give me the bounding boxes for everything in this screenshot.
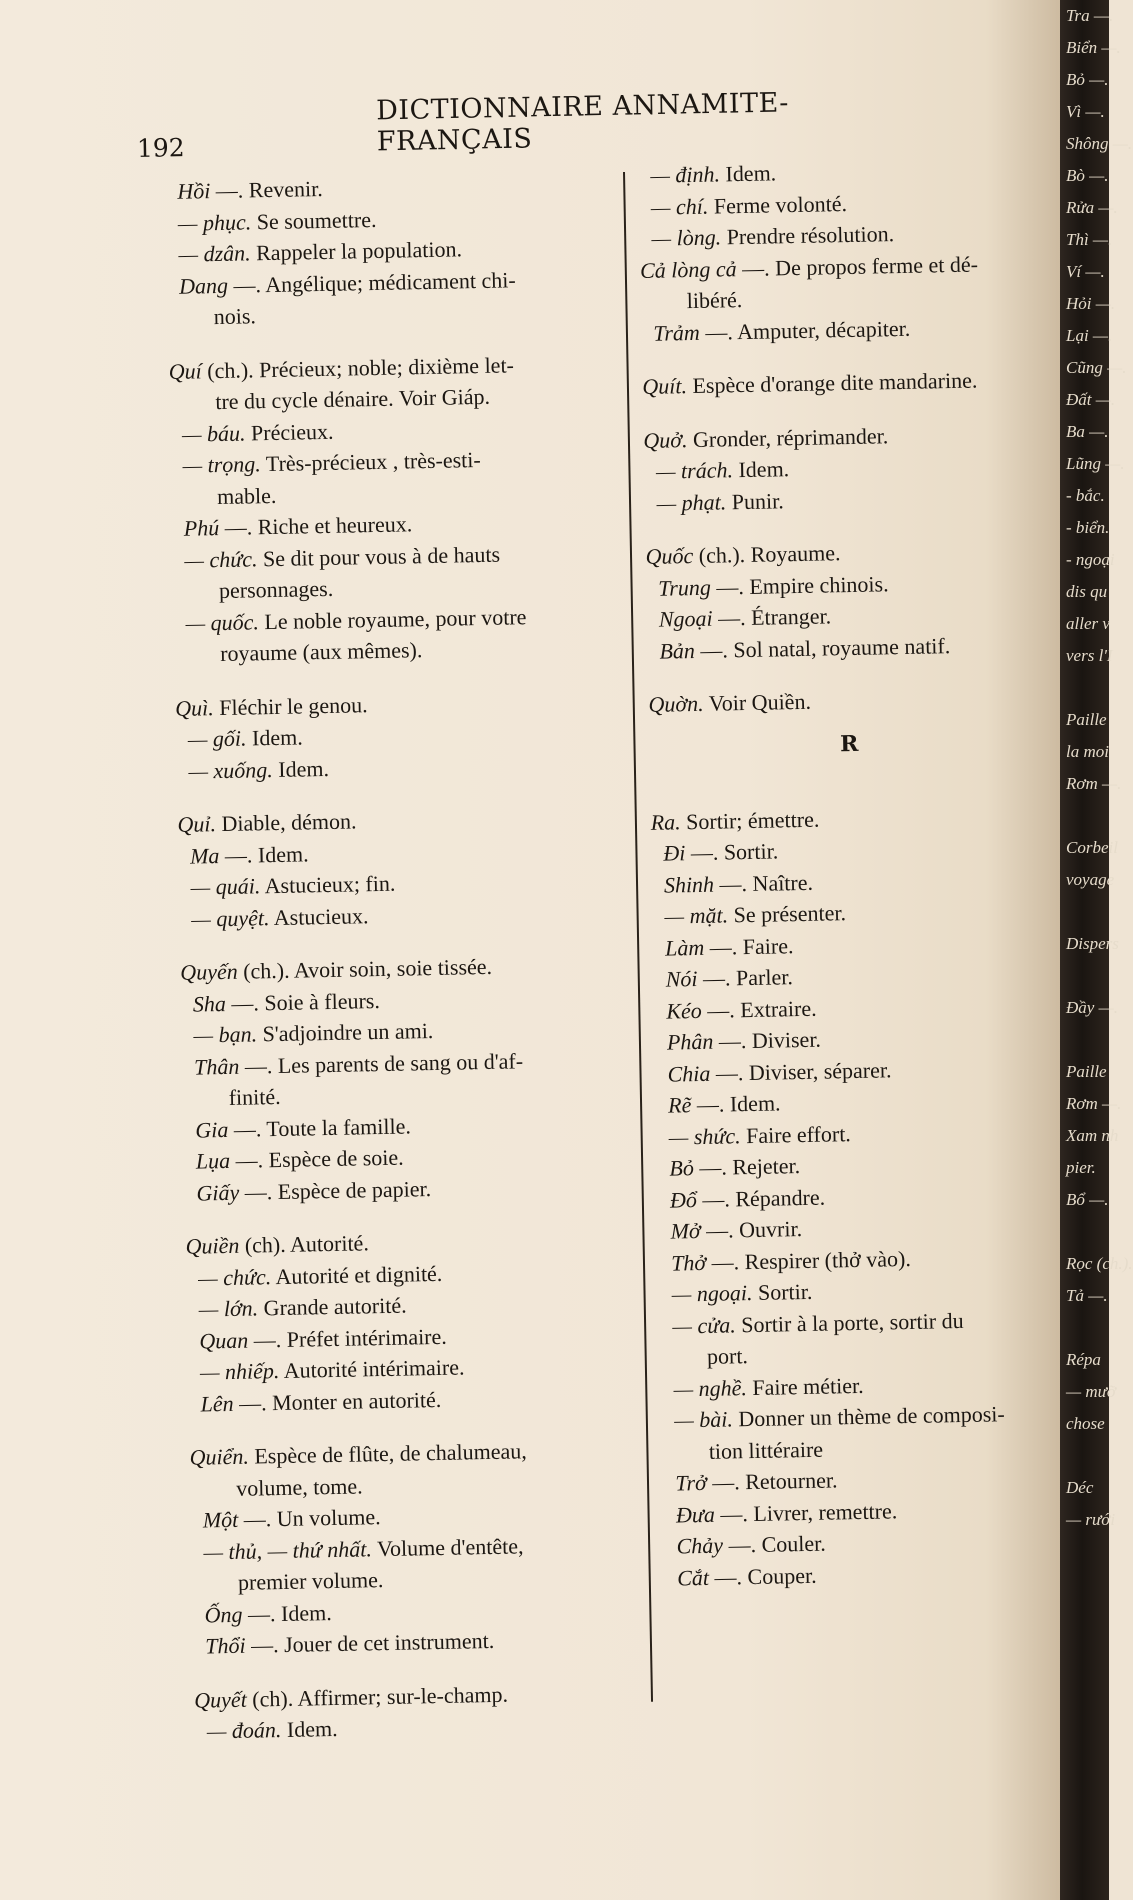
edge-fragment: Đất —. bbox=[1066, 390, 1116, 409]
french-definition: Idem. bbox=[272, 755, 330, 782]
french-definition: Idem. bbox=[732, 456, 790, 483]
vietnamese-term: — gối. bbox=[187, 725, 247, 752]
edge-fragment: dis qu bbox=[1066, 582, 1108, 601]
edge-fragment: aller v bbox=[1066, 614, 1110, 633]
edge-fragment: Lũng —. bbox=[1066, 454, 1125, 473]
french-definition: —. Les parents de sang ou d'af- bbox=[239, 1047, 524, 1079]
vietnamese-term: Thân bbox=[193, 1053, 240, 1080]
vietnamese-term: Ma bbox=[189, 842, 220, 869]
french-definition: premier volume. bbox=[237, 1567, 384, 1595]
vietnamese-term: — mặt. bbox=[664, 902, 729, 929]
french-definition: Le noble royaume, pour votre bbox=[258, 603, 527, 634]
vietnamese-term: Dang bbox=[178, 272, 229, 299]
edge-fragment: Tả —. bbox=[1066, 1286, 1108, 1305]
vietnamese-term: Quiển. bbox=[189, 1443, 250, 1470]
french-definition: mable. bbox=[216, 482, 277, 509]
french-definition: Faire métier. bbox=[746, 1372, 864, 1400]
vietnamese-term: — dzân. bbox=[178, 240, 251, 267]
vietnamese-term: Quở. bbox=[643, 426, 688, 453]
french-definition: Ferme volonté. bbox=[708, 190, 848, 219]
french-definition: —. Soie à fleurs. bbox=[225, 987, 381, 1016]
french-definition: —. Monter en autorité. bbox=[233, 1386, 442, 1416]
french-definition: —. Retourner. bbox=[706, 1467, 838, 1495]
french-definition: Espèce de flûte, de chalumeau, bbox=[248, 1438, 527, 1469]
vietnamese-term: Quít. bbox=[642, 373, 688, 399]
edge-fragment: - bắc. bbox=[1066, 486, 1105, 505]
edge-fragment: Paille bbox=[1066, 1062, 1107, 1081]
french-definition: —. Ouvrir. bbox=[700, 1216, 803, 1243]
french-definition: —. Un volume. bbox=[238, 1504, 381, 1532]
vietnamese-term: Làm bbox=[664, 934, 705, 961]
french-definition: (ch.). Royaume. bbox=[693, 540, 841, 569]
vietnamese-term: Quờn. bbox=[648, 690, 704, 717]
vietnamese-term: Trảm bbox=[653, 319, 701, 346]
next-page-edge bbox=[1060, 0, 1133, 1900]
french-definition: —. Idem. bbox=[219, 840, 309, 868]
french-definition: Astucieux; fin. bbox=[260, 870, 396, 899]
french-definition: —. Revenir. bbox=[210, 175, 323, 204]
vietnamese-term: Phân bbox=[666, 1028, 714, 1055]
vietnamese-term: — định. bbox=[650, 161, 721, 188]
edge-fragment bbox=[1060, 672, 1109, 704]
vietnamese-term: — chức. bbox=[197, 1263, 272, 1291]
edge-fragment: Déc bbox=[1066, 1478, 1094, 1497]
french-definition: —. Diviser. bbox=[713, 1026, 822, 1054]
french-definition: —. Angélique; médicament chi- bbox=[227, 266, 516, 298]
french-definition: Idem. bbox=[246, 724, 303, 751]
vietnamese-term: — đoán. bbox=[206, 1717, 282, 1744]
vietnamese-term: — lòng. bbox=[651, 224, 722, 251]
french-definition: Fléchir le genou. bbox=[213, 691, 368, 720]
french-definition: —. Toute la famille. bbox=[228, 1112, 412, 1142]
french-definition: libéré. bbox=[686, 287, 743, 314]
french-definition: —. Couper. bbox=[708, 1562, 817, 1590]
edge-fragment bbox=[1060, 1312, 1109, 1344]
french-definition: —. Idem. bbox=[242, 1599, 332, 1627]
vietnamese-term: Bỏ bbox=[669, 1155, 695, 1181]
vietnamese-term: — phạt. bbox=[656, 488, 727, 516]
edge-fragment: Corbeil bbox=[1066, 838, 1118, 857]
french-definition: Se présenter. bbox=[727, 900, 847, 928]
vietnamese-term: — quốc. bbox=[185, 608, 260, 636]
french-definition: Autorité et dignité. bbox=[270, 1260, 443, 1289]
page-number: 192 bbox=[136, 133, 185, 163]
french-definition: —. Idem. bbox=[691, 1090, 781, 1118]
french-definition: Astucieux. bbox=[269, 902, 369, 930]
french-definition: Se dit pour vous à de hauts bbox=[257, 541, 501, 571]
french-definition: —. Préfet intérimaire. bbox=[248, 1323, 447, 1353]
french-definition: Sortir à la porte, sortir du bbox=[735, 1307, 964, 1337]
vietnamese-term: Đưa bbox=[675, 1501, 716, 1528]
french-definition: Volume d'entête, bbox=[371, 1532, 524, 1561]
french-definition: Idem. bbox=[281, 1715, 338, 1743]
edge-fragment: - biển. bbox=[1066, 518, 1110, 537]
vietnamese-term: Quí bbox=[168, 357, 202, 384]
vietnamese-term: Quì. bbox=[174, 694, 214, 721]
edge-fragment: Ba —. bbox=[1066, 422, 1109, 441]
left-column bbox=[165, 168, 635, 1748]
edge-fragment: Répa bbox=[1066, 1350, 1101, 1369]
edge-fragment: Đầy —. bbox=[1066, 998, 1118, 1017]
vietnamese-term: — xuống. bbox=[188, 756, 273, 784]
vietnamese-term: Bản bbox=[659, 637, 696, 664]
edge-fragment: Biển —. bbox=[1066, 38, 1121, 57]
edge-fragment: — mưỡ bbox=[1066, 1382, 1116, 1401]
french-definition: —. Rejeter. bbox=[693, 1153, 801, 1181]
edge-fragment: Dispers bbox=[1066, 934, 1119, 953]
vietnamese-term: Chảy bbox=[676, 1532, 724, 1559]
french-definition: Punir. bbox=[726, 487, 784, 514]
french-definition: Sortir; émettre. bbox=[680, 806, 820, 834]
vietnamese-term: — bài. bbox=[673, 1406, 734, 1433]
french-definition: Gronder, réprimander. bbox=[687, 422, 889, 452]
edge-fragment bbox=[1060, 896, 1109, 928]
french-definition: —. Empire chinois. bbox=[710, 570, 889, 600]
vietnamese-term: Thở bbox=[670, 1249, 707, 1276]
vietnamese-term: — bạn. bbox=[193, 1021, 258, 1048]
edge-fragment bbox=[1060, 1024, 1109, 1056]
vietnamese-term: — ngoại. bbox=[671, 1280, 753, 1307]
vietnamese-term: Nói bbox=[665, 966, 698, 992]
edge-fragment: Bỏ —. bbox=[1066, 70, 1109, 89]
french-definition: —. Étranger. bbox=[712, 603, 832, 631]
french-definition: tion littéraire bbox=[708, 1436, 824, 1464]
vietnamese-term: Rẽ bbox=[667, 1092, 692, 1118]
french-definition: royaume (aux mêmes). bbox=[219, 637, 423, 667]
vietnamese-term: Thổi bbox=[204, 1632, 246, 1659]
french-definition: Donner un thème de composi- bbox=[732, 1401, 1005, 1432]
french-definition: Grande autorité. bbox=[257, 1292, 407, 1321]
vietnamese-term: — nhiếp. bbox=[199, 1358, 280, 1385]
vietnamese-term: — phục. bbox=[177, 208, 252, 236]
edge-fragment bbox=[1060, 800, 1109, 832]
vietnamese-term: Quan bbox=[199, 1327, 249, 1354]
page-header bbox=[136, 87, 837, 163]
vietnamese-term: Chia bbox=[667, 1060, 711, 1087]
vietnamese-term: — trọng. bbox=[182, 451, 262, 478]
french-definition: Se soumettre. bbox=[250, 206, 377, 234]
edge-fragment: Rửa —. bbox=[1066, 198, 1118, 217]
vietnamese-term: — nghề. bbox=[673, 1374, 748, 1402]
french-definition: —. De propos ferme et dé- bbox=[736, 250, 979, 281]
edge-fragment: Rọc (ch.). bbox=[1066, 1254, 1133, 1273]
section-letter: R bbox=[839, 730, 859, 757]
vietnamese-term: Quyết bbox=[194, 1686, 248, 1713]
edge-fragment: Rơm —. bbox=[1066, 774, 1122, 793]
edge-fragment: Vì —. bbox=[1066, 102, 1105, 121]
edge-fragment bbox=[1060, 1216, 1109, 1248]
french-definition: —. Diviser, séparer. bbox=[710, 1056, 892, 1086]
edge-fragment bbox=[1060, 1440, 1109, 1472]
vietnamese-term: Lụa bbox=[195, 1147, 231, 1174]
french-definition: —. Sortir. bbox=[685, 838, 779, 866]
edge-fragment: Rơm —. bbox=[1066, 1094, 1122, 1113]
vietnamese-term: Giấy bbox=[196, 1179, 240, 1206]
edge-fragment: Cũng —. bbox=[1066, 358, 1127, 377]
edge-fragment: Lại —. bbox=[1066, 326, 1113, 345]
vietnamese-term: — chí. bbox=[650, 193, 709, 220]
edge-fragment: Hỏi —. bbox=[1066, 294, 1116, 313]
vietnamese-term: Ống bbox=[204, 1601, 243, 1628]
vietnamese-term: — báu. bbox=[181, 420, 246, 447]
french-definition: (ch.). Avoir soin, soie tissée. bbox=[237, 953, 493, 984]
french-definition: nois. bbox=[213, 303, 257, 330]
french-definition: —. Livrer, remettre. bbox=[714, 1497, 898, 1527]
edge-fragment bbox=[1060, 960, 1109, 992]
vietnamese-term: Đổ bbox=[669, 1186, 698, 1213]
french-definition: Voir Quiền. bbox=[703, 688, 812, 716]
french-definition: port. bbox=[706, 1343, 749, 1369]
french-definition: tre du cycle dénaire. Voir Giáp. bbox=[215, 383, 491, 415]
edge-fragment: Tra —. bbox=[1066, 6, 1114, 25]
edge-fragment: - ngoại bbox=[1066, 550, 1115, 569]
edge-fragment: chose bbox=[1066, 1414, 1105, 1433]
french-definition: —. Espèce de papier. bbox=[239, 1175, 432, 1205]
edge-fragment: Bò —. bbox=[1066, 166, 1109, 185]
edge-fragment: la moi bbox=[1066, 742, 1109, 761]
edge-fragment: Paille bbox=[1066, 710, 1107, 729]
vietnamese-term: Quyến bbox=[180, 958, 238, 985]
french-definition: Prendre résolution. bbox=[720, 221, 895, 250]
vietnamese-term: — quyệt. bbox=[191, 904, 270, 932]
french-definition: Idem. bbox=[719, 160, 777, 187]
french-definition: Rappeler la population. bbox=[250, 236, 463, 266]
french-definition: —. Amputer, décapiter. bbox=[699, 315, 911, 345]
vietnamese-term: Cắt bbox=[676, 1564, 710, 1591]
vietnamese-term: Trở bbox=[675, 1469, 707, 1496]
vietnamese-term: — quái. bbox=[190, 873, 261, 900]
vietnamese-term: Một bbox=[202, 1506, 239, 1533]
french-definition: —. Riche et heureux. bbox=[218, 511, 413, 541]
french-definition: S'adjoindre un ami. bbox=[256, 1018, 434, 1047]
vietnamese-term: — trách. bbox=[655, 457, 734, 484]
vietnamese-term: — cửa. bbox=[672, 1311, 736, 1339]
french-definition: —. Naître. bbox=[713, 869, 814, 897]
vietnamese-term: Quiền bbox=[185, 1232, 240, 1259]
french-definition: finité. bbox=[228, 1083, 281, 1110]
french-definition: Faire effort. bbox=[740, 1120, 852, 1148]
vietnamese-term: Kéo bbox=[666, 997, 703, 1024]
french-definition: Autorité intérimaire. bbox=[279, 1354, 465, 1384]
french-definition: (ch). Autorité. bbox=[239, 1230, 370, 1258]
vietnamese-term: Mở bbox=[670, 1217, 701, 1244]
french-definition: —. Parler. bbox=[697, 964, 794, 992]
vietnamese-term: Phú bbox=[183, 515, 220, 541]
edge-fragment: voyage bbox=[1066, 870, 1115, 889]
edge-fragment: — rưới bbox=[1066, 1510, 1116, 1529]
vietnamese-term: Quốc bbox=[645, 543, 694, 569]
vietnamese-term: Hồi bbox=[177, 178, 211, 204]
french-definition: Diable, démon. bbox=[215, 808, 357, 837]
edge-fragment: Xam nh bbox=[1066, 1126, 1119, 1145]
french-definition: Espèce d'orange dite mandarine. bbox=[686, 367, 978, 399]
french-definition: volume, tome. bbox=[235, 1472, 363, 1501]
french-definition: —. Respirer (thở vào). bbox=[705, 1245, 912, 1275]
edge-fragment: vers l'I bbox=[1066, 646, 1113, 665]
vietnamese-term: Sha bbox=[192, 990, 227, 1017]
edge-fragment: Ví —. bbox=[1066, 262, 1105, 281]
vietnamese-term: — thủ, — thứ nhất. bbox=[203, 1535, 373, 1565]
edge-fragment: pier. bbox=[1066, 1158, 1096, 1177]
vietnamese-term: Gia bbox=[195, 1116, 229, 1143]
vietnamese-term: Ngoại bbox=[658, 605, 713, 632]
vietnamese-term: Lên bbox=[200, 1390, 234, 1417]
right-column bbox=[638, 152, 1085, 1594]
vietnamese-term: Đi bbox=[663, 840, 686, 866]
french-definition: —. Couler. bbox=[722, 1530, 826, 1558]
edge-fragment: Thì —. bbox=[1066, 230, 1113, 249]
vietnamese-term: — lớn. bbox=[198, 1295, 259, 1322]
vietnamese-term: Trung bbox=[657, 574, 712, 601]
french-definition: —. Sol natal, royaume natif. bbox=[694, 632, 951, 663]
french-definition: —. Extraire. bbox=[701, 995, 817, 1023]
french-definition: —. Répandre. bbox=[696, 1184, 826, 1212]
edge-fragment: Bổ —. bbox=[1066, 1190, 1109, 1209]
vietnamese-term: Cả lòng cả bbox=[639, 255, 737, 283]
running-title: DICTIONNAIRE ANNAMITE-FRANÇAIS bbox=[375, 87, 790, 158]
vietnamese-term: — chức. bbox=[184, 545, 258, 573]
french-definition: —. Faire. bbox=[704, 932, 794, 960]
vietnamese-term: — shức. bbox=[668, 1122, 741, 1150]
french-definition: Très-précieux , très-esti- bbox=[260, 446, 481, 477]
french-definition: (ch). Affirmer; sur-le-champ. bbox=[246, 1681, 509, 1712]
edge-fragment: Shông —. bbox=[1066, 134, 1133, 153]
vietnamese-term: Shinh bbox=[663, 871, 715, 898]
french-definition: —. Jouer de cet instrument. bbox=[245, 1627, 495, 1658]
french-definition: Sortir. bbox=[752, 1278, 813, 1306]
french-definition: Précieux. bbox=[245, 418, 334, 445]
french-definition: personnages. bbox=[218, 575, 334, 604]
french-definition: (ch.). Précieux; noble; dixième let- bbox=[201, 351, 515, 383]
vietnamese-term: Ra. bbox=[650, 808, 681, 835]
french-definition: —. Espèce de soie. bbox=[229, 1144, 404, 1173]
vietnamese-term: Quỉ. bbox=[177, 811, 217, 837]
